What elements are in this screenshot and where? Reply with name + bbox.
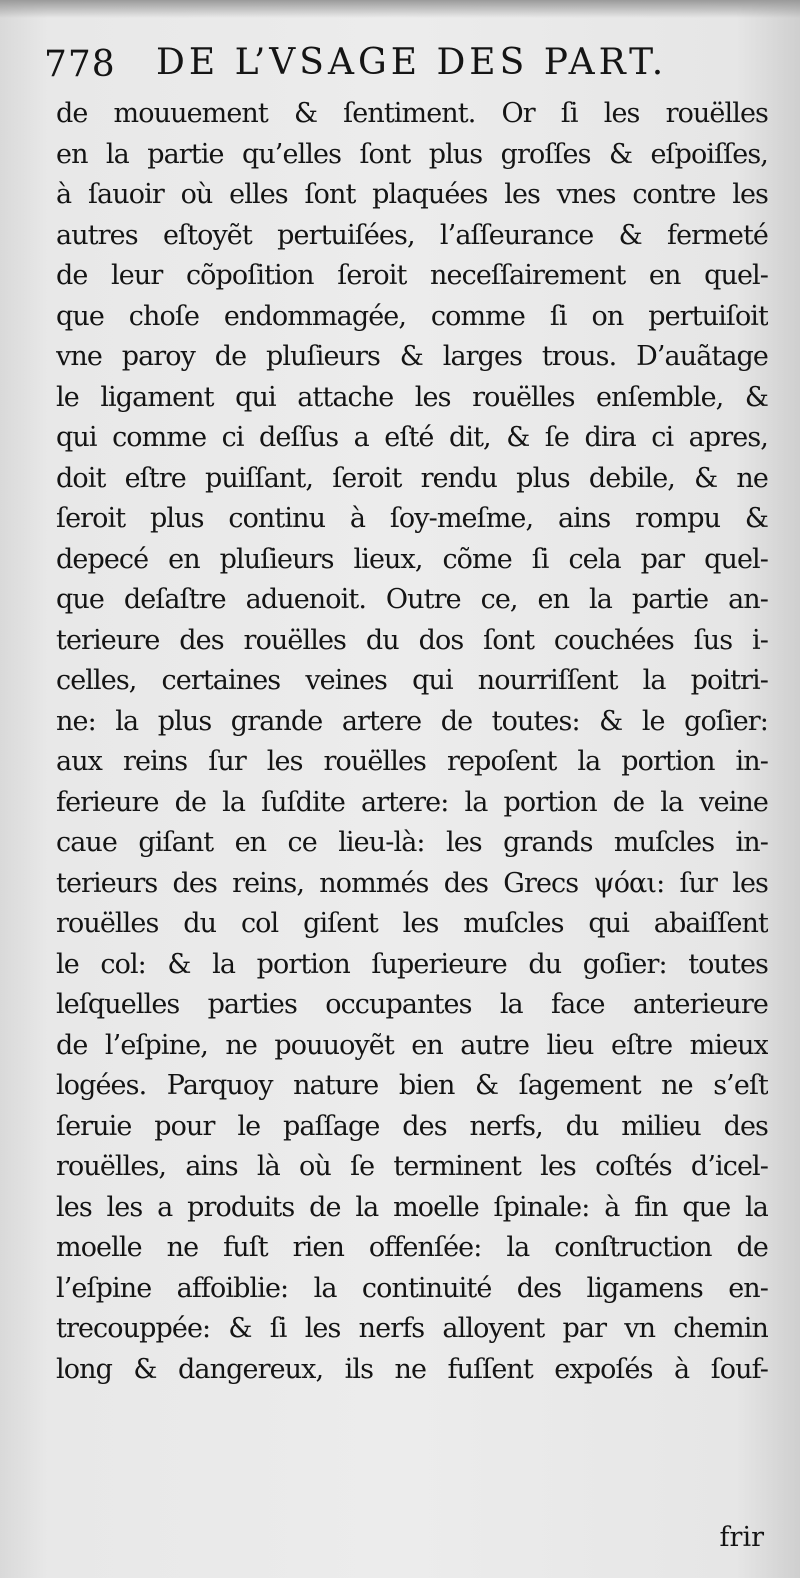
text-line: l’eſpine affoiblie: la continuité des ligamens en- (56, 1272, 768, 1304)
text-line: ſeruie pour le paſſage des nerfs, du milieu des (56, 1110, 768, 1142)
page-top-shadow (0, 0, 800, 18)
text-line: le col: & la portion ſuperieure du goſier: toutes (56, 948, 768, 980)
text-line: ne: la plus grande artere de toutes: & le goſier: (56, 705, 768, 737)
text-line: depecé en pluſieurs lieux, cõme ſi cela par quel- (56, 543, 768, 575)
text-line: autres eſtoyẽt pertuiſées, l’aſſeurance & fermeté (56, 219, 768, 251)
text-line: leſquelles parties occupantes la face anterieure (56, 989, 768, 1020)
text-line: caue giſant en ce lieu-là: les grands muſcles in- (56, 827, 768, 858)
text-line: que choſe endommagée, comme ſi on pertuiſoit (56, 300, 768, 332)
page-header (44, 38, 764, 94)
text-line: à ſauoir où elles ſont plaquées les vnes contre les (56, 179, 768, 210)
text-line: doit eſtre puiſſant, ſeroit rendu plus debile, & ne (56, 462, 768, 494)
text-line: que deſaſtre aduenoit. Outre ce, en la partie an- (56, 584, 768, 615)
text-line: terieurs des reins, nommés des Grecs ψόαι: ſur les (56, 867, 768, 899)
text-line: les les a produits de la moelle ſpinale: à fin que la (56, 1191, 768, 1223)
text-line: rouëlles du col giſent les muſcles qui abaiſſent (56, 908, 768, 939)
text-line: le ligament qui attache les rouëlles enſemble, & (56, 381, 768, 413)
text-line: qui comme ci deſſus a eſté dit, & ſe dira ci apres, (56, 422, 768, 453)
text-line: de leur cõpoſition ſeroit neceſſairement en quel- (56, 260, 768, 291)
text-line: celles, certaines veines qui nourriſſent la poitri- (56, 665, 768, 696)
body-text (56, 94, 768, 1390)
text-line: logées. Parquoy nature bien & ſagement ne s’eſt (56, 1070, 768, 1101)
text-line: de l’eſpine, ne pouuoyẽt en autre lieu eſtre mieux (56, 1029, 768, 1061)
text-line: terieure des rouëlles du dos ſont couchées ſus i- (56, 624, 768, 656)
text-line: aux reins ſur les rouëlles repoſent la portion in- (56, 746, 768, 777)
text-line: rouëlles, ains là où ſe terminent les coſtés d’icel- (56, 1151, 768, 1182)
text-line: ſeroit plus continu à ſoy-meſme, ains rompu & (56, 503, 768, 534)
text-line: moelle ne fuſt rien offenſée: la conſtruction de (56, 1232, 768, 1263)
text-line: en la partie qu’elles ſont plus groſſes & eſpoiſſes, (56, 138, 768, 170)
text-line: de mouuement & ſentiment. Or ſi les rouëlles (56, 98, 768, 129)
page-number: 778 (44, 44, 116, 85)
catchword: frir (719, 1522, 764, 1553)
text-line: long & dangereux, ils ne fuſſent expoſés à ſouf- (56, 1353, 768, 1385)
text-line: trecouppée: & ſi les nerfs alloyent par vn chemin (56, 1313, 768, 1344)
text-line: ferieure de la ſuſdite artere: la portion de la veine (56, 786, 768, 818)
running-head: DE L’VSAGE DES PART. (156, 42, 668, 83)
text-line: vne paroy de pluſieurs & larges trous. D’auãtage (56, 341, 768, 372)
